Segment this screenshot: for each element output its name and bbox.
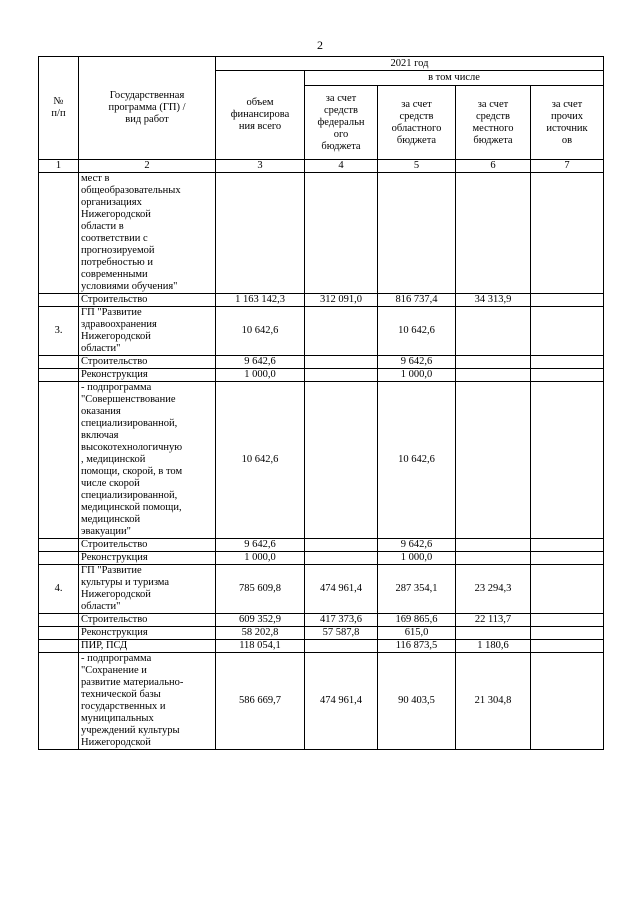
regional-cell: 90 403,5 xyxy=(378,653,456,750)
regional-cell: 9 642,6 xyxy=(378,539,456,552)
column-number: 7 xyxy=(531,160,604,173)
table-row xyxy=(39,173,604,294)
row-number-cell: 4. xyxy=(39,565,79,614)
local-cell xyxy=(456,369,531,382)
row-number-cell: 3. xyxy=(39,307,79,356)
header-year: 2021 год xyxy=(216,57,604,71)
local-cell xyxy=(456,627,531,640)
program-name-cell: - подпрограмма "Совершенствование оказания специализированной, включая высокотехнологичную , медицинской помощи, скорой, в том числе скорой специализированной, медицинской помощи, медицинской эвакуации" xyxy=(79,382,216,539)
local-cell xyxy=(456,382,531,539)
program-name-cell: Реконструкция xyxy=(79,369,216,382)
table-row xyxy=(39,382,604,539)
other-cell xyxy=(531,539,604,552)
other-cell xyxy=(531,294,604,307)
row-number-cell xyxy=(39,369,79,382)
total-cell: 58 202,8 xyxy=(216,627,305,640)
federal-cell: 474 961,4 xyxy=(305,565,378,614)
local-cell xyxy=(456,552,531,565)
federal-cell xyxy=(305,356,378,369)
federal-cell: 312 091,0 xyxy=(305,294,378,307)
page-number: 2 xyxy=(317,38,323,52)
table-row xyxy=(39,307,604,356)
regional-cell: 10 642,6 xyxy=(378,307,456,356)
other-cell xyxy=(531,382,604,539)
column-number: 3 xyxy=(216,160,305,173)
row-number-cell xyxy=(39,552,79,565)
other-cell xyxy=(531,653,604,750)
column-number: 2 xyxy=(79,160,216,173)
table-row xyxy=(39,369,604,382)
other-cell xyxy=(531,369,604,382)
other-cell xyxy=(531,307,604,356)
other-cell xyxy=(531,640,604,653)
total-cell: 10 642,6 xyxy=(216,382,305,539)
total-cell: 1 000,0 xyxy=(216,369,305,382)
federal-cell xyxy=(305,552,378,565)
other-cell xyxy=(531,565,604,614)
regional-cell: 9 642,6 xyxy=(378,356,456,369)
total-cell: 118 054,1 xyxy=(216,640,305,653)
row-number-cell xyxy=(39,653,79,750)
local-cell xyxy=(456,173,531,294)
table-row xyxy=(39,640,604,653)
table-row xyxy=(39,627,604,640)
local-cell: 1 180,6 xyxy=(456,640,531,653)
local-cell xyxy=(456,307,531,356)
table-row xyxy=(39,294,604,307)
header-including: в том числе xyxy=(305,71,604,86)
program-name-cell: ПИР, ПСД xyxy=(79,640,216,653)
row-number-cell xyxy=(39,356,79,369)
program-name-cell: Реконструкция xyxy=(79,552,216,565)
other-cell xyxy=(531,552,604,565)
regional-cell: 287 354,1 xyxy=(378,565,456,614)
header-col-local: за счет средств местного бюджета xyxy=(456,86,531,160)
total-cell: 9 642,6 xyxy=(216,539,305,552)
federal-cell: 474 961,4 xyxy=(305,653,378,750)
regional-cell: 816 737,4 xyxy=(378,294,456,307)
table-row xyxy=(39,653,604,750)
total-cell: 1 000,0 xyxy=(216,552,305,565)
program-name-cell: Строительство xyxy=(79,294,216,307)
header-col-number: № п/п xyxy=(39,57,79,160)
federal-cell: 417 373,6 xyxy=(305,614,378,627)
table-row xyxy=(39,539,604,552)
program-name-cell: Реконструкция xyxy=(79,627,216,640)
header-col-total: объем финансирова ния всего xyxy=(216,71,305,160)
regional-cell: 1 000,0 xyxy=(378,369,456,382)
row-number-cell xyxy=(39,382,79,539)
column-number: 4 xyxy=(305,160,378,173)
row-number-cell xyxy=(39,627,79,640)
table-row xyxy=(39,614,604,627)
federal-cell xyxy=(305,173,378,294)
local-cell xyxy=(456,539,531,552)
header-col-regional: за счет средств областного бюджета xyxy=(378,86,456,160)
header-col-other: за счет прочих источник ов xyxy=(531,86,604,160)
row-number-cell xyxy=(39,173,79,294)
local-cell xyxy=(456,356,531,369)
federal-cell xyxy=(305,307,378,356)
federal-cell xyxy=(305,539,378,552)
local-cell: 34 313,9 xyxy=(456,294,531,307)
table-row xyxy=(39,356,604,369)
total-cell: 785 609,8 xyxy=(216,565,305,614)
row-number-cell xyxy=(39,539,79,552)
program-name-cell: - подпрограмма "Сохранение и развитие материально- технической базы государственных и муниципальных учреждений культуры Нижегородской xyxy=(79,653,216,750)
program-name-cell: Строительство xyxy=(79,356,216,369)
header-col-federal: за счет средств федеральн ого бюджета xyxy=(305,86,378,160)
federal-cell xyxy=(305,382,378,539)
regional-cell: 169 865,6 xyxy=(378,614,456,627)
financing-table xyxy=(38,56,604,750)
table-row xyxy=(39,565,604,614)
row-number-cell xyxy=(39,640,79,653)
other-cell xyxy=(531,627,604,640)
other-cell xyxy=(531,356,604,369)
regional-cell xyxy=(378,173,456,294)
row-number-cell xyxy=(39,614,79,627)
other-cell xyxy=(531,614,604,627)
total-cell: 586 669,7 xyxy=(216,653,305,750)
column-number: 1 xyxy=(39,160,79,173)
federal-cell: 57 587,8 xyxy=(305,627,378,640)
row-number-cell xyxy=(39,294,79,307)
column-number: 6 xyxy=(456,160,531,173)
regional-cell: 116 873,5 xyxy=(378,640,456,653)
local-cell: 22 113,7 xyxy=(456,614,531,627)
regional-cell: 10 642,6 xyxy=(378,382,456,539)
header-col-program: Государственная программа (ГП) / вид работ xyxy=(79,57,216,160)
column-number: 5 xyxy=(378,160,456,173)
program-name-cell: Строительство xyxy=(79,614,216,627)
program-name-cell: Строительство xyxy=(79,539,216,552)
table-row xyxy=(39,552,604,565)
federal-cell xyxy=(305,640,378,653)
local-cell: 21 304,8 xyxy=(456,653,531,750)
program-name-cell: ГП "Развитие культуры и туризма Нижегородской области" xyxy=(79,565,216,614)
program-name-cell: ГП "Развитие здравоохранения Нижегородской области" xyxy=(79,307,216,356)
total-cell: 9 642,6 xyxy=(216,356,305,369)
program-name-cell: мест в общеобразовательных организациях Нижегородской области в соответствии с прогнозируемой потребностью и современными условиями обучения" xyxy=(79,173,216,294)
total-cell xyxy=(216,173,305,294)
other-cell xyxy=(531,173,604,294)
total-cell: 609 352,9 xyxy=(216,614,305,627)
total-cell: 10 642,6 xyxy=(216,307,305,356)
regional-cell: 1 000,0 xyxy=(378,552,456,565)
regional-cell: 615,0 xyxy=(378,627,456,640)
total-cell: 1 163 142,3 xyxy=(216,294,305,307)
local-cell: 23 294,3 xyxy=(456,565,531,614)
federal-cell xyxy=(305,369,378,382)
